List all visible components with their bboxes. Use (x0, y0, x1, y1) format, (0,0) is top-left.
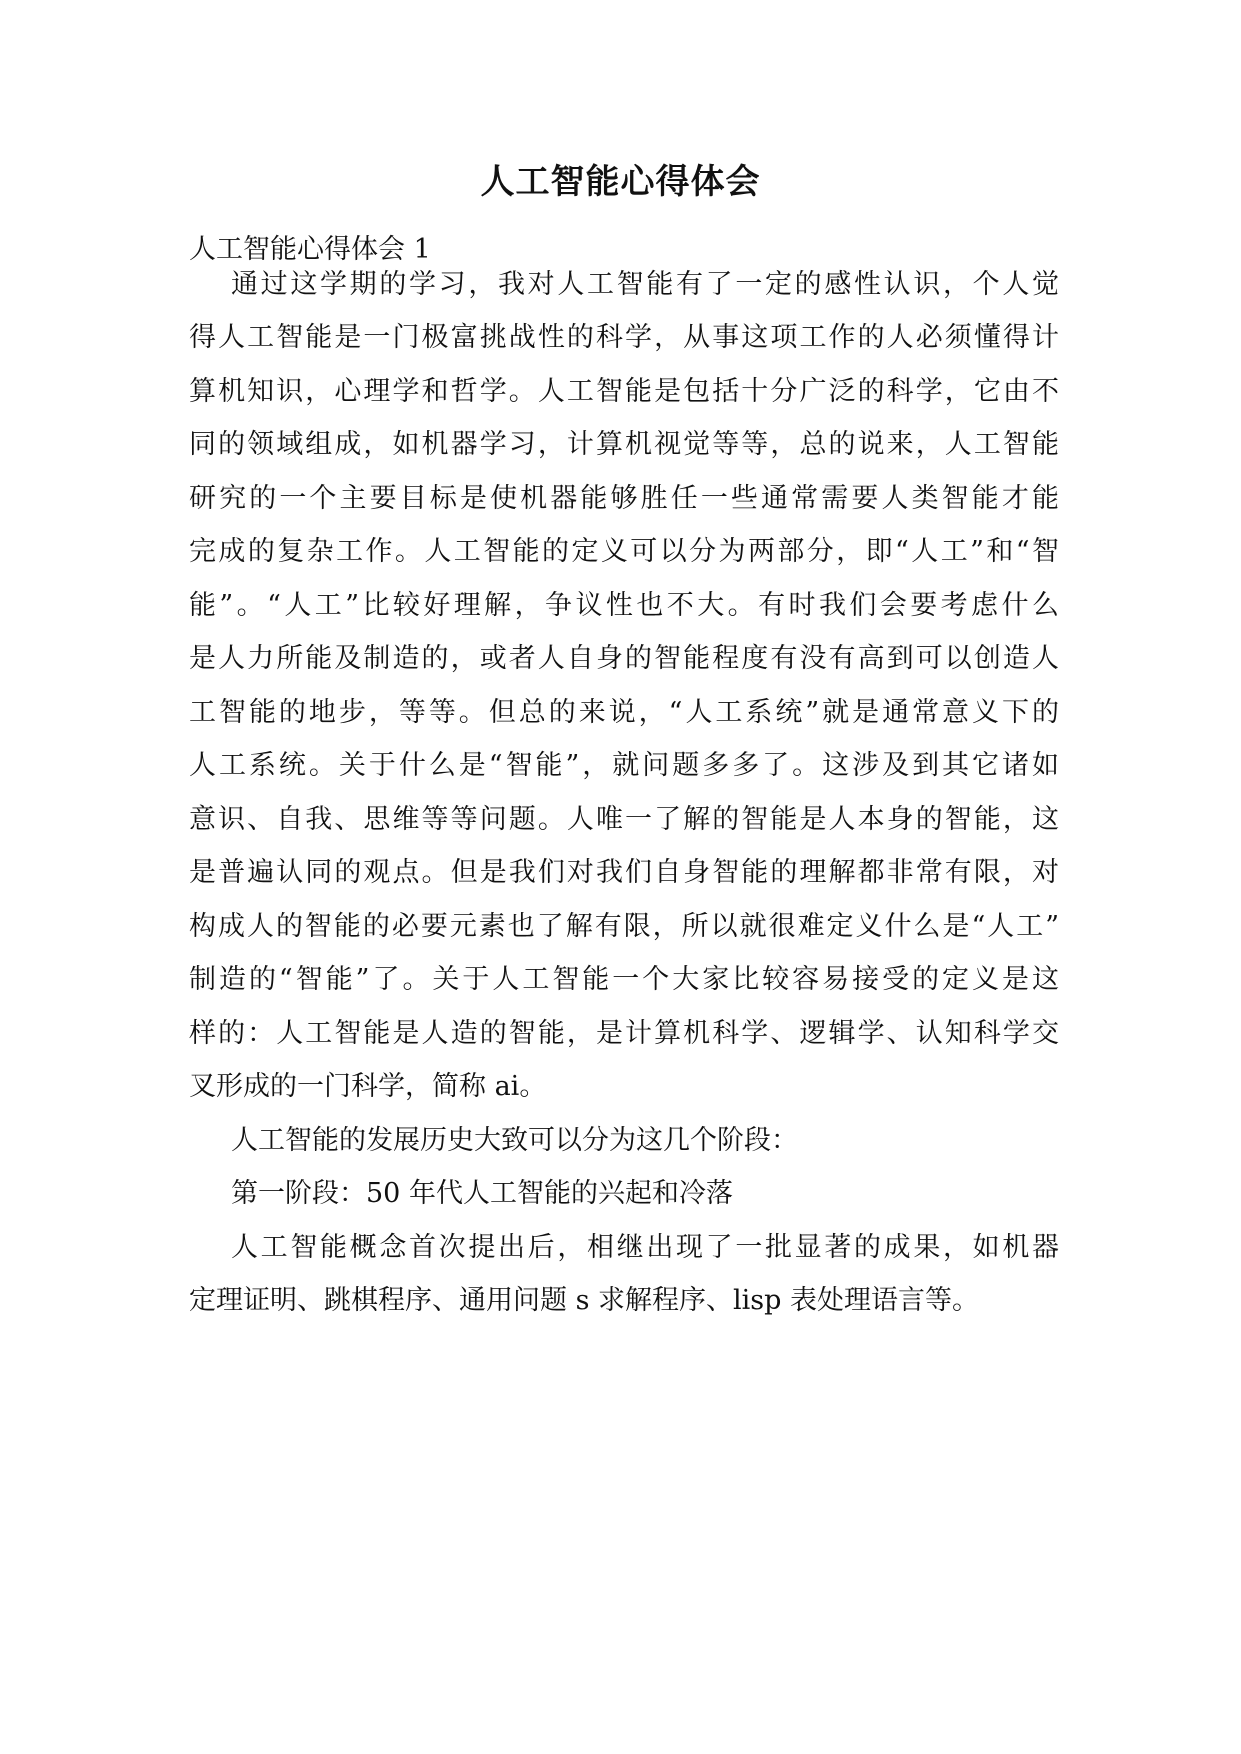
paragraph-1-line: 人工系统。关于什么是“智能”，就问题多多了。这涉及到其它诸如 (189, 750, 1059, 781)
paragraph-3: 第一阶段：50 年代人工智能的兴起和冷落 (231, 1178, 733, 1209)
paragraph-4-line: 人工智能概念首次提出后，相继出现了一批显著的成果，如机器 (231, 1232, 1059, 1263)
paragraph-1-line: 是人力所能及制造的，或者人自身的智能程度有没有高到可以创造人 (189, 643, 1059, 674)
document-title: 人工智能心得体会 (480, 162, 761, 202)
paragraph-1-line: 研究的一个主要目标是使机器能够胜任一些通常需要人类智能才能 (189, 483, 1059, 514)
paragraph-1-line: 意识、自我、思维等等问题。人唯一了解的智能是人本身的智能，这 (189, 804, 1059, 835)
paragraph-1-line: 得人工智能是一门极富挑战性的科学，从事这项工作的人必须懂得计 (189, 322, 1059, 353)
paragraph-4-line: 定理证明、跳棋程序、通用问题 s 求解程序、lisp 表处理语言等。 (189, 1285, 980, 1316)
paragraph-1-line: 同的领域组成，如机器学习，计算机视觉等等，总的说来，人工智能 (189, 429, 1059, 460)
paragraph-1-line: 叉形成的一门科学，简称 ai。 (189, 1071, 547, 1102)
paragraph-1-line: 完成的复杂工作。人工智能的定义可以分为两部分，即“人工”和“智 (189, 536, 1059, 567)
paragraph-1-line: 样的：人工智能是人造的智能，是计算机科学、逻辑学、认知科学交 (189, 1018, 1059, 1049)
paragraph-1-line: 制造的“智能”了。关于人工智能一个大家比较容易接受的定义是这 (189, 964, 1059, 995)
paragraph-1-line: 是普遍认同的观点。但是我们对我们自身智能的理解都非常有限，对 (189, 857, 1059, 888)
paragraph-1-line: 通过这学期的学习，我对人工智能有了一定的感性认识，个人觉 (231, 269, 1059, 300)
paragraph-1-line: 能”。“人工”比较好理解，争议性也不大。有时我们会要考虑什么 (189, 590, 1059, 621)
section-heading: 人工智能心得体会 1 (189, 234, 431, 265)
paragraph-1-line: 构成人的智能的必要元素也了解有限，所以就很难定义什么是“人工” (189, 911, 1059, 942)
paragraph-2: 人工智能的发展历史大致可以分为这几个阶段： (231, 1125, 798, 1156)
paragraph-1-line: 算机知识，心理学和哲学。人工智能是包括十分广泛的科学，它由不 (189, 376, 1059, 407)
paragraph-1-line: 工智能的地步，等等。但总的来说，“人工系统”就是通常意义下的 (189, 697, 1059, 728)
